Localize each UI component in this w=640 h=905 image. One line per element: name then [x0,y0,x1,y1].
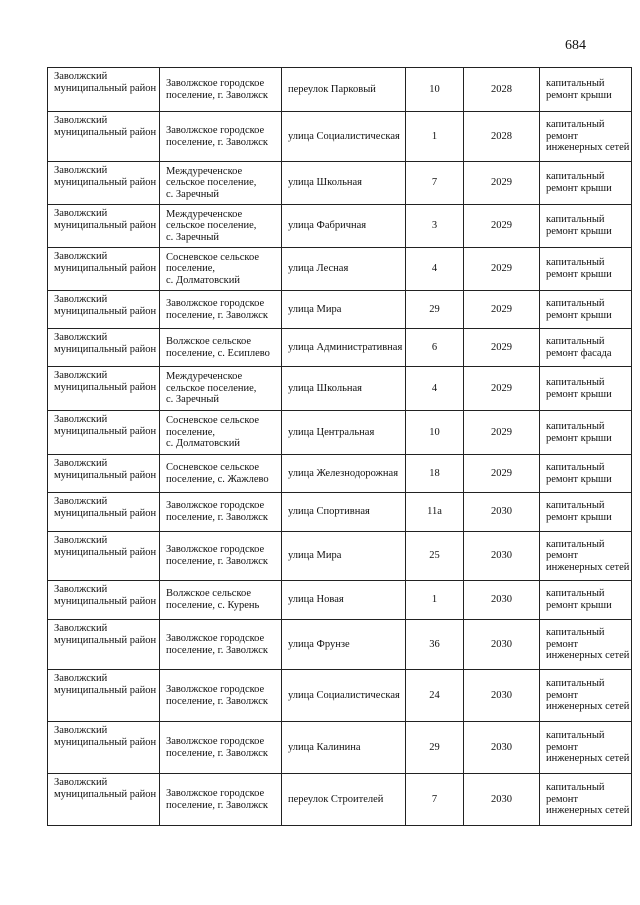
house-number-cell: 29 [406,722,464,774]
district-cell: Заволжский муниципальный район [48,248,160,291]
work-type-cell: капитальный ремонт крыши [540,248,632,291]
settlement-cell: Заволжское городское поселение, г. Заволжск [160,620,282,670]
work-type-cell: капитальный ремонт инженерных сетей [540,620,632,670]
year-cell: 2029 [464,248,540,291]
street-cell: улица Мира [282,532,406,581]
settlement-cell: Междуреченское сельское поселение, с. Заречный [160,367,282,411]
street-cell: улица Социалистическая [282,112,406,162]
house-number-cell: 24 [406,670,464,722]
street-cell: улица Центральная [282,411,406,455]
table-row [48,455,632,493]
work-type-cell: капитальный ремонт фасада [540,329,632,367]
settlement-cell: Заволжское городское поселение, г. Заволжск [160,532,282,581]
house-number-cell: 36 [406,620,464,670]
settlement-cell: Сосневское сельское поселение, с. Долматовский [160,411,282,455]
table-row [48,367,632,411]
year-cell: 2029 [464,455,540,493]
house-number-cell: 25 [406,532,464,581]
street-cell: улица Фрунзе [282,620,406,670]
year-cell: 2028 [464,68,540,112]
district-cell: Заволжский муниципальный район [48,670,160,722]
work-type-cell: капитальный ремонт инженерных сетей [540,774,632,826]
year-cell: 2030 [464,620,540,670]
work-type-cell: капитальный ремонт крыши [540,68,632,112]
table-row [48,532,632,581]
district-cell: Заволжский муниципальный район [48,493,160,532]
settlement-cell: Волжское сельское поселение, с. Курень [160,581,282,620]
table-row [48,162,632,205]
table-row [48,620,632,670]
table-row [48,329,632,367]
table-row [48,248,632,291]
district-cell: Заволжский муниципальный район [48,722,160,774]
settlement-cell: Заволжское городское поселение, г. Заволжск [160,670,282,722]
year-cell: 2030 [464,493,540,532]
year-cell: 2029 [464,291,540,329]
page-number: 684 [565,38,586,53]
house-number-cell: 7 [406,162,464,205]
settlement-cell: Междуреченское сельское поселение, с. Заречный [160,205,282,248]
year-cell: 2030 [464,532,540,581]
table-row [48,581,632,620]
district-cell: Заволжский муниципальный район [48,291,160,329]
settlement-cell: Заволжское городское поселение, г. Заволжск [160,112,282,162]
work-type-cell: капитальный ремонт инженерных сетей [540,722,632,774]
work-type-cell: капитальный ремонт крыши [540,455,632,493]
settlement-cell: Сосневское сельское поселение, с. Жажлево [160,455,282,493]
year-cell: 2028 [464,112,540,162]
work-type-cell: капитальный ремонт инженерных сетей [540,670,632,722]
table-row [48,774,632,826]
house-number-cell: 3 [406,205,464,248]
table-row [48,112,632,162]
street-cell: улица Фабричная [282,205,406,248]
district-cell: Заволжский муниципальный район [48,774,160,826]
table-row [48,205,632,248]
table-row [48,722,632,774]
house-number-cell: 10 [406,68,464,112]
work-type-cell: капитальный ремонт крыши [540,367,632,411]
street-cell: улица Школьная [282,162,406,205]
house-number-cell: 29 [406,291,464,329]
year-cell: 2029 [464,329,540,367]
settlement-cell: Волжское сельское поселение, с. Есиплево [160,329,282,367]
table-row [48,68,632,112]
year-cell: 2029 [464,162,540,205]
street-cell: улица Социалистическая [282,670,406,722]
work-type-cell: капитальный ремонт крыши [540,411,632,455]
house-number-cell: 7 [406,774,464,826]
settlement-cell: Заволжское городское поселение, г. Заволжск [160,68,282,112]
year-cell: 2030 [464,670,540,722]
settlement-cell: Междуреченское сельское поселение, с. Заречный [160,162,282,205]
house-number-cell: 1 [406,581,464,620]
house-number-cell: 4 [406,248,464,291]
district-cell: Заволжский муниципальный район [48,68,160,112]
work-type-cell: капитальный ремонт крыши [540,162,632,205]
table-row [48,670,632,722]
house-number-cell: 4 [406,367,464,411]
table-row [48,493,632,532]
year-cell: 2029 [464,367,540,411]
street-cell: улица Калинина [282,722,406,774]
district-cell: Заволжский муниципальный район [48,162,160,205]
district-cell: Заволжский муниципальный район [48,329,160,367]
street-cell: улица Школьная [282,367,406,411]
house-number-cell: 11а [406,493,464,532]
district-cell: Заволжский муниципальный район [48,581,160,620]
table-row [48,291,632,329]
year-cell: 2030 [464,722,540,774]
street-cell: переулок Строителей [282,774,406,826]
district-cell: Заволжский муниципальный район [48,532,160,581]
work-type-cell: капитальный ремонт крыши [540,493,632,532]
street-cell: улица Спортивная [282,493,406,532]
street-cell: улица Новая [282,581,406,620]
year-cell: 2030 [464,581,540,620]
table-row [48,411,632,455]
street-cell: улица Административная [282,329,406,367]
district-cell: Заволжский муниципальный район [48,620,160,670]
district-cell: Заволжский муниципальный район [48,411,160,455]
work-type-cell: капитальный ремонт инженерных сетей [540,112,632,162]
work-type-cell: капитальный ремонт инженерных сетей [540,532,632,581]
settlement-cell: Заволжское городское поселение, г. Заволжск [160,722,282,774]
work-type-cell: капитальный ремонт крыши [540,291,632,329]
house-number-cell: 10 [406,411,464,455]
work-type-cell: капитальный ремонт крыши [540,581,632,620]
street-cell: переулок Парковый [282,68,406,112]
work-type-cell: капитальный ремонт крыши [540,205,632,248]
house-number-cell: 6 [406,329,464,367]
street-cell: улица Лесная [282,248,406,291]
repair-schedule-table [47,67,632,826]
settlement-cell: Заволжское городское поселение, г. Заволжск [160,493,282,532]
district-cell: Заволжский муниципальный район [48,455,160,493]
district-cell: Заволжский муниципальный район [48,367,160,411]
house-number-cell: 18 [406,455,464,493]
district-cell: Заволжский муниципальный район [48,112,160,162]
year-cell: 2030 [464,774,540,826]
year-cell: 2029 [464,411,540,455]
district-cell: Заволжский муниципальный район [48,205,160,248]
settlement-cell: Заволжское городское поселение, г. Заволжск [160,291,282,329]
year-cell: 2029 [464,205,540,248]
settlement-cell: Заволжское городское поселение, г. Заволжск [160,774,282,826]
street-cell: улица Железнодорожная [282,455,406,493]
house-number-cell: 1 [406,112,464,162]
street-cell: улица Мира [282,291,406,329]
settlement-cell: Сосневское сельское поселение, с. Долматовский [160,248,282,291]
